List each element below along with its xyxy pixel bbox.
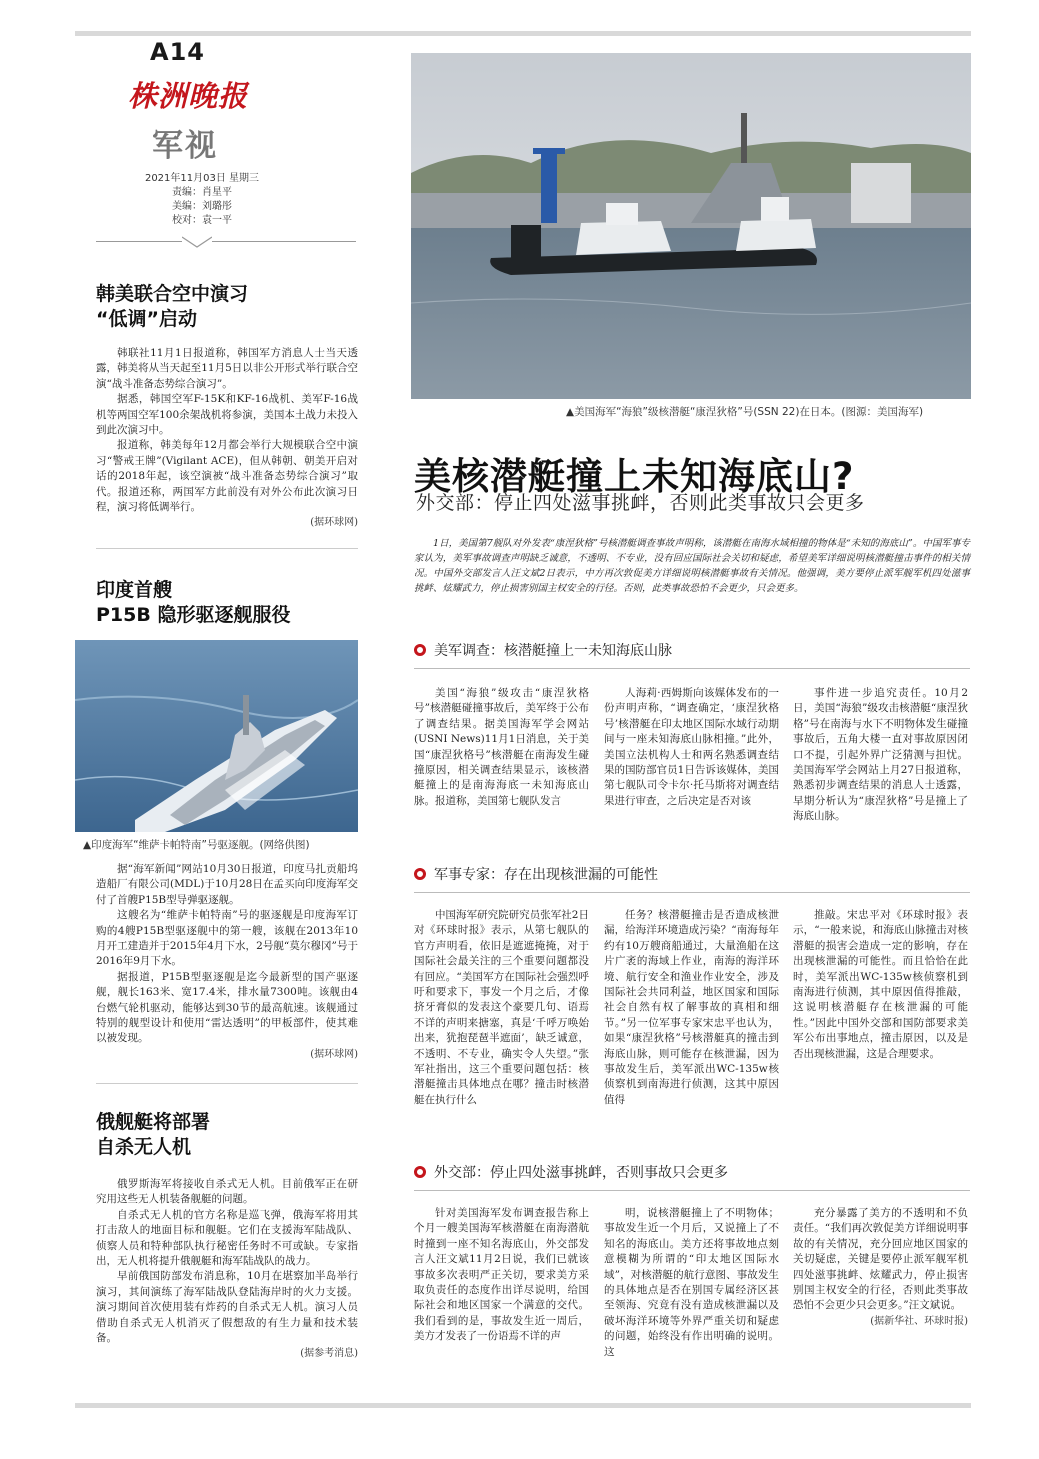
article-column [414, 908, 589, 1108]
article-divider [96, 548, 358, 549]
designer-credit: 美编：刘璐彤 [172, 201, 232, 212]
circle-bullet-icon [414, 1166, 426, 1178]
main-subheadline: 外交部：停止四处滋事挑衅，否则此类事故只会更多 [416, 492, 865, 514]
article-title [96, 578, 290, 628]
paragraph: 据“海军新闻”网站10月30日报道，印度马扎贡船坞造船厂有限公司(MDL)于10月28日在孟买向印度海军交付了首艘P15B型导弹驱逐舰。 [96, 863, 358, 906]
paragraph: 据悉，韩国空军F-15K和KF-16战机、美军F-16战机等两国空军100余架战机将参演，美国本土战力未投入到此次演习中。 [96, 393, 358, 437]
page-number: A14 [150, 38, 205, 66]
article-column [793, 908, 968, 1062]
paragraph: 俄罗斯海军将接收自杀式无人机。目前俄军正在研究用这些无人机装备舰艇的问题。 [96, 1178, 358, 1206]
article-title-line: P15B 隐形驱逐舰服役 [96, 604, 291, 626]
paper-logo: 株洲晚报 [128, 79, 249, 113]
section-rule [414, 1190, 970, 1191]
article-title-line: 自杀无人机 [96, 1136, 192, 1158]
paragraph: 中国海军研究院研究员张军社2日对《环球时报》表示，从第七舰队的官方声明看，依旧是遮遮掩掩，对于国际社会最关注的三个重要问题都没有回应。“美国军方在国际社会强烈呼吁和要求下，事发一个月之后，才像挤牙膏似的发表这个豪要几句、语焉不详的声明来搪塞，真是‘千呼万唤始出来，犹抱琵琶半遮面’，缺乏诚意，不透明、不专业，确实令人失望。”张军社指出，这三个重要问题包括：核潜艇撞击具体地点在哪？撞击时核潜艇在执行什么 [414, 909, 589, 1106]
article-body [96, 1177, 358, 1362]
paragraph: 早前俄国防部发布消息称，10月在堪察加半岛举行演习，其间演练了海军陆战队登陆海岸时的火力支援。演习期间首次使用装有炸药的自杀式无人机。演习人员借助自杀式无人机消灭了假想敌的有生力量和技术装备。 [96, 1270, 358, 1345]
bottom-bar [75, 1403, 971, 1408]
section-title: 军视 [152, 128, 218, 164]
paragraph: 针对美国海军发布调查报告称上个月一艘美国海军核潜艇在南海潜航时撞到一座不知名海底山，外交部发言人汪文斌11月2日说，我们已就该事故多次表明严正关切，要求美方采取负责任的态度作出详尽说明，给国际社会和地区国家一个满意的交代。我们看到的是，事故发生近一周后，美方才发表了一份语焉不详的声 [414, 1207, 589, 1343]
article-source: (据环球网) [310, 517, 358, 529]
article-column [604, 908, 779, 1108]
article-column [793, 1206, 968, 1329]
chevron-down-icon [182, 236, 212, 248]
paragraph: 人海莉·西姆斯向该媒体发布的一份声明声称，“调查确定，‘康涅狄格号’核潜艇在印太地区国际水域行动期间与一座未知海底山脉相撞。”此外，美国立法机构人士和两名熟悉调查结果的国防部官员1日告诉该媒体，美国第七舰队司令卡尔·托马斯将对调查结果进行审查，之后决定是否对该 [604, 687, 779, 807]
section-heading-text: 美军调查：核潜艇撞上一未知海底山脉 [434, 643, 672, 659]
meta-divider [96, 241, 182, 242]
paragraph: 报道称，韩美每年12月都会举行大规模联合空中演习“警戒王牌”(Vigilant ACE)，但从韩朝、朝美开启对话的2018年起，该空演被“战斗准备态势综合演习”取代。报道还称，两国军方此前没有对外公布此次演习日程，演习将低调举行。 [96, 439, 358, 514]
paragraph: 自杀式无人机的官方名称是巡飞弹，俄海军将用其打击敌人的地面目标和舰艇。它们在支援海军陆战队、侦察人员和特种部队执行秘密任务时不可或缺。专家指出，无人机将提升俄舰艇和海军陆战队的战力。 [96, 1208, 358, 1268]
article-title [96, 1110, 210, 1160]
photo-caption: ▲美国海军“海狼”级核潜艇“康涅狄格”号(SSN 22)在日本。(图源：美国海军) [566, 406, 924, 418]
article-title-line: 俄舰艇将部署 [96, 1111, 211, 1133]
paragraph: 推敲。宋忠平对《环球时报》表示，“一般来说，和海底山脉撞击对核潜艇的损害会造成一定的影响，存在出现核泄漏的可能性。而且恰恰在此时，美军派出WC-135w核侦察机到南海进行侦测，其中原因值得推敲，这说明核潜艇存在核泄漏的可能性。”因此中国外交部和国防部要求美军公布出事地点，撞击原因，以及是否出现核泄漏，这是合理要求。 [793, 909, 968, 1060]
destroyer-photo [75, 640, 358, 832]
paragraph: 充分暴露了美方的不透明和不负责任。“我们再次敦促美方详细说明事故的有关情况，充分回应地区国家的关切疑虑，关键是要停止派军舰军机四处滋事挑衅、炫耀武力，停止损害别国主权安全的行径，否则此类事故恐怕不会更少只会更多。”汪文斌说。 [793, 1207, 968, 1312]
top-bar [75, 31, 971, 36]
article-title [96, 282, 248, 332]
paragraph: 任务？核潜艇撞击是否造成核泄漏，给海洋环境造成污染？“南海每年约有10万艘商船通过，大量渔船在这片广袤的海域上作业，南海的海洋环境、航行安全和渔业作业安全，涉及国际社会共同利益，地区国家和国际社会自然有权了解事故的真相和细节。”另一位军事专家宋忠平也认为，如果“康涅狄格”号核潜艇真的撞击到海底山脉，则可能存在核泄漏，因为事故发生后，美军派出WC-135w核侦察机到南海进行侦测，这其中原因值得 [604, 909, 779, 1106]
main-headline: 美核潜艇撞上未知海底山? [414, 455, 855, 498]
meta-divider [212, 241, 356, 242]
photo-caption: ▲印度海军“维萨卡帕特南”号驱逐舰。(网络供图) [83, 839, 310, 851]
paragraph: 据报道，P15B型驱逐舰是迄今最新型的国产驱逐舰，舰长163米、宽17.4米，排水量7300吨。该舰由4台燃气轮机驱动，能够达到30节的最高航速。该舰通过特别的舰型设计和使用“雷达透明”的甲板部件，使其难以被发现。 [96, 970, 358, 1045]
article-title-line: “低调”启动 [96, 308, 197, 330]
section-heading [414, 1162, 728, 1182]
paragraph: 韩联社11月1日报道称，韩国军方消息人士当天透露，韩美将从当天起至11月5日以非公开形式举行联合空演“战斗准备态势综合演习”。 [96, 347, 358, 390]
article-title-line: 印度首艘 [96, 579, 173, 601]
paragraph: 明，说核潜艇撞上了不明物体；事故发生近一个月后，又说撞上了不知名的海底山。美方还将事故地点刻意模糊为所谓的“印太地区国际水域”，对核潜艇的航行意图、事故发生的具体地点是否在别国专属经济区甚至领海、究竟有没有造成核泄漏以及破坏海洋环境等外界严重关切和疑虑的问题，始终没有作出明确的说明。这 [604, 1207, 779, 1358]
issue-date: 2021年11月03日 星期三 [144, 173, 260, 184]
article-divider [96, 1083, 358, 1084]
article-column [793, 686, 968, 825]
article-title-line: 韩美联合空中演习 [96, 283, 249, 305]
editor-credit: 责编：肖星平 [172, 187, 232, 198]
section-rule [414, 668, 970, 669]
article-column [604, 686, 779, 809]
paragraph: 这艘名为“维萨卡帕特南”号的驱逐舰是印度海军订购的4艘P15B型驱逐舰中的第一艘，该舰在2013年10月开工建造并于2015年4月下水，2号舰“莫尔穆冈”号于2016年9月下水。 [96, 909, 358, 968]
article-source: (据新华社、环球时报) [870, 1315, 968, 1327]
submarine-photo [411, 53, 971, 399]
section-heading [414, 864, 658, 884]
circle-bullet-icon [414, 868, 426, 880]
issue-meta [122, 172, 282, 228]
section-heading [414, 640, 672, 660]
paragraph: 事件进一步追究责任。10月2日，美国“海狼”级攻击核潜艇“康涅狄格”号在南海与水下不明物体发生碰撞事故后，五角大楼一直对事故原因闭口不提，引起外界广泛猜测与担忧。美国海军学会网站上月27日报道称，熟悉初步调查结果的消息人士透露，早期分析认为“康涅狄格”号是撞上了海底山脉。 [793, 687, 968, 823]
article-body [96, 862, 358, 1062]
section-heading-text: 外交部：停止四处滋事挑衅，否则事故只会更多 [434, 1165, 728, 1181]
lead-paragraph [414, 536, 970, 596]
paragraph: 美国“海狼”级攻击“康涅狄格号”核潜艇碰撞事故后，美军终于公布了调查结果。据美国海军学会网站(USNI News)11月1日消息，关于美国“康涅狄格号”核潜艇在南海发生碰撞原因，相关调查结果显示，该核潜艇撞上的是南海海底一未知海底山脉。报道称，美国第七舰队发言 [414, 687, 589, 807]
article-source: (据参考消息) [300, 1348, 358, 1360]
article-source: (据环球网) [310, 1048, 358, 1060]
section-heading-text: 军事专家：存在出现核泄漏的可能性 [434, 867, 658, 883]
article-column [414, 1206, 589, 1345]
lead-text: 1日，美国第7舰队对外发表“康涅狄格”号核潜艇调查事故声明称，该潜艇在南海水域相撞的物体是“未知的海底山”。中国军事专家认为，美军事故调查声明缺乏诚意，不透明、不专业，没有回应国际社会关切和疑虑，希望美军详细说明核潜艇撞击事件的相关情况。中国外交部发言人汪文斌2日表示，中方再次敦促美方详细说明核潜艇事故有关情况。他强调，美方要停止派军舰军机四处滋事挑衅、炫耀武力，停止损害别国主权安全的行径。否则，此类事故恐怕不会更少，只会更多。 [414, 538, 970, 594]
article-column [604, 1206, 779, 1360]
section-rule [414, 892, 970, 893]
article-column [414, 686, 589, 809]
proofreader-credit: 校对：袁一平 [172, 215, 232, 226]
article-body [96, 346, 358, 531]
circle-bullet-icon [414, 644, 426, 656]
